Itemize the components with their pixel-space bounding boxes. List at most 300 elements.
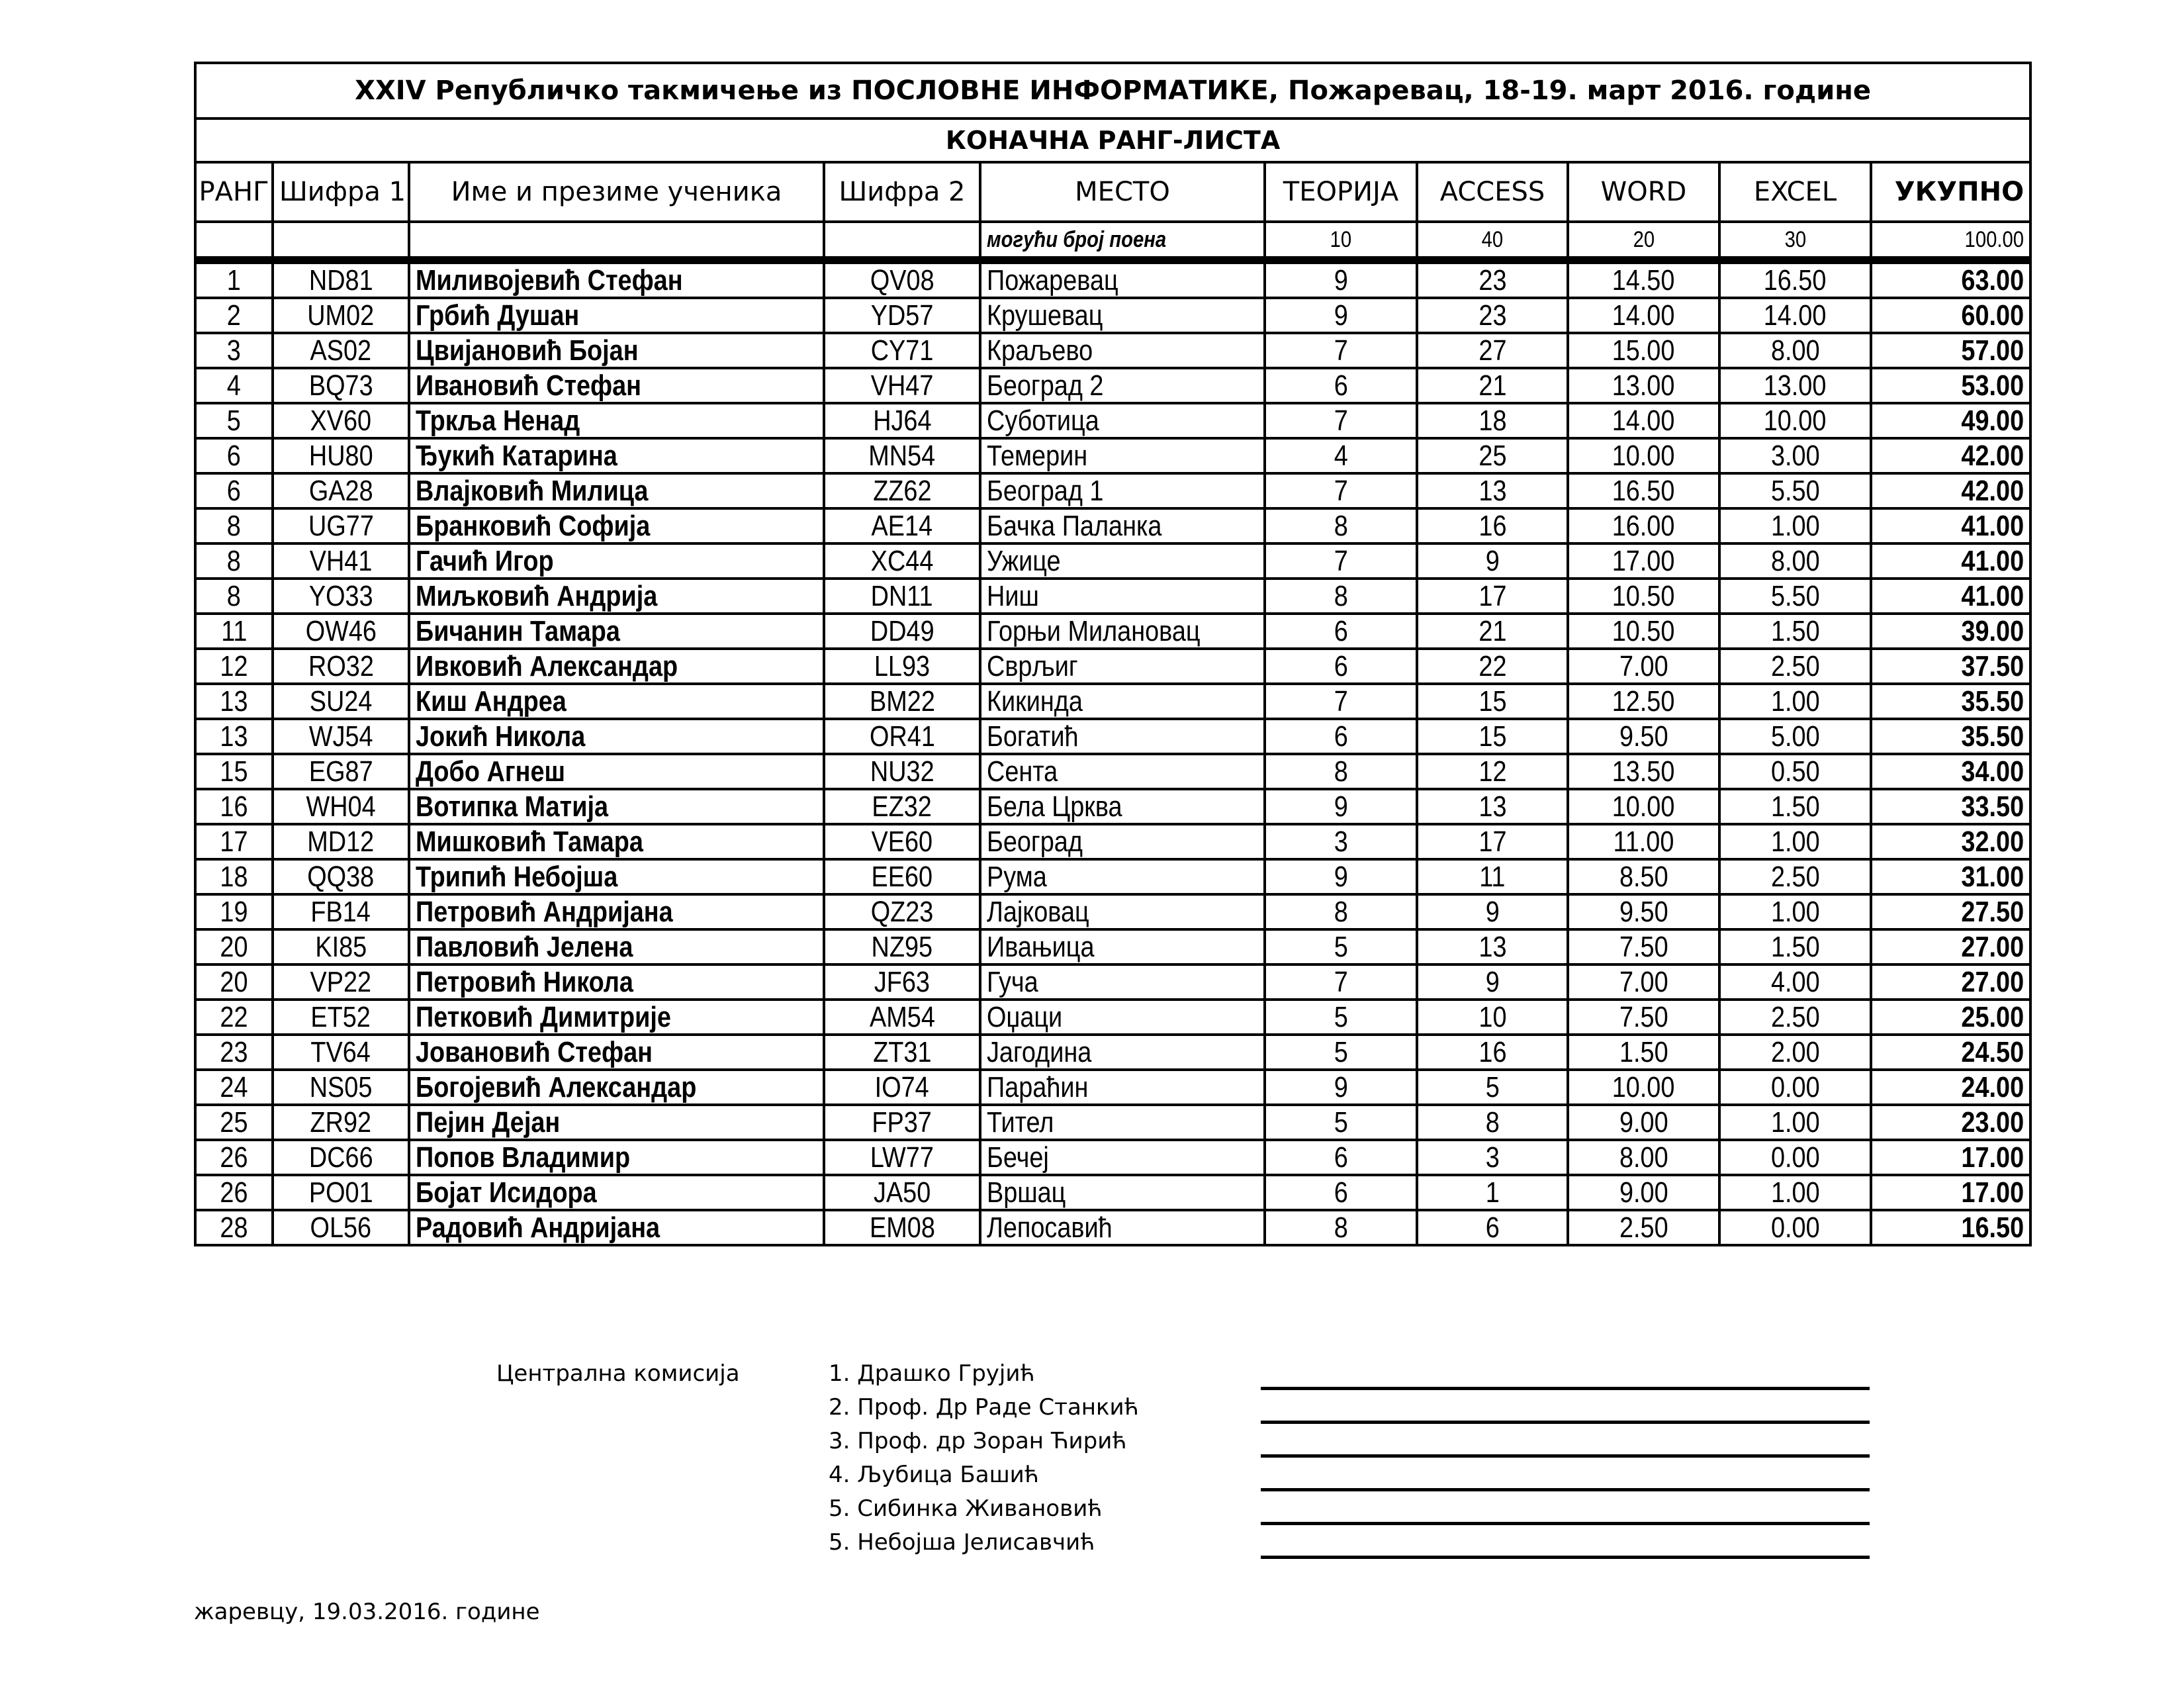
cell-place: Јагодина: [980, 1035, 1265, 1070]
cell-theory: 9: [1265, 1070, 1417, 1105]
cell-code1: QQ38: [273, 859, 409, 894]
cell-name: Попов Владимир: [409, 1140, 824, 1175]
cell-access: 17: [1417, 824, 1568, 859]
cell-name: Јовановић Стефан: [409, 1035, 824, 1070]
table-row: [195, 1000, 2030, 1035]
cell-word: 14.00: [1568, 298, 1719, 333]
committee-member: 5. Сибинка Живановић: [829, 1495, 1103, 1522]
cell-total: 49.00: [1871, 403, 2030, 438]
cell-code2: EZ32: [824, 789, 980, 824]
cell-theory: 5: [1265, 929, 1417, 964]
max-points-row: [195, 222, 2030, 260]
cell-code1: NS05: [273, 1070, 409, 1105]
table-row: [195, 1210, 2030, 1245]
cell-excel: 1.50: [1719, 929, 1871, 964]
cell-access: 8: [1417, 1105, 1568, 1140]
cell-theory: 9: [1265, 298, 1417, 333]
cell-access: 10: [1417, 1000, 1568, 1035]
col-total: УКУПНО: [1871, 162, 2030, 222]
col-place: МЕСТО: [980, 162, 1265, 222]
cell-code2: JF63: [824, 964, 980, 1000]
cell-access: 21: [1417, 614, 1568, 649]
cell-name: Гачић Игор: [409, 543, 824, 579]
committee-label: Централна комисија: [496, 1360, 740, 1387]
col-name: Име и презиме ученика: [409, 162, 824, 222]
cell-word: 11.00: [1568, 824, 1719, 859]
cell-code1: TV64: [273, 1035, 409, 1070]
cell-name: Тркља Ненад: [409, 403, 824, 438]
cell-total: 37.50: [1871, 649, 2030, 684]
cell-code2: FP37: [824, 1105, 980, 1140]
cell-place: Сента: [980, 754, 1265, 789]
table-row: [195, 719, 2030, 754]
cell-access: 23: [1417, 298, 1568, 333]
cell-place: Бечеј: [980, 1140, 1265, 1175]
cell-excel: 0.00: [1719, 1070, 1871, 1105]
cell-code1: GA28: [273, 473, 409, 508]
cell-place: Лајковац: [980, 894, 1265, 929]
cell-word: 17.00: [1568, 543, 1719, 579]
table-row: [195, 579, 2030, 614]
cell-name: Трипић Небојша: [409, 859, 824, 894]
col-theory: ТЕОРИЈА: [1265, 162, 1417, 222]
cell-total: 35.50: [1871, 719, 2030, 754]
cell-place: Оџаци: [980, 1000, 1265, 1035]
cell-code2: DD49: [824, 614, 980, 649]
cell-word: 8.00: [1568, 1140, 1719, 1175]
cell-place: Суботица: [980, 403, 1265, 438]
cell-excel: 1.00: [1719, 1175, 1871, 1210]
cell-word: 13.00: [1568, 368, 1719, 403]
cell-total: 53.00: [1871, 368, 2030, 403]
table-row: [195, 1070, 2030, 1105]
cell-theory: 9: [1265, 859, 1417, 894]
cell-theory: 4: [1265, 438, 1417, 473]
cell-name: Ивковић Александар: [409, 649, 824, 684]
ranking-sheet: [194, 62, 2029, 1246]
cell-code1: SU24: [273, 684, 409, 719]
cell-name: Павловић Јелена: [409, 929, 824, 964]
cell-rank: 2: [195, 298, 273, 333]
cell-total: 63.00: [1871, 260, 2030, 298]
cell-name: Петровић Андријана: [409, 894, 824, 929]
cell-access: 25: [1417, 438, 1568, 473]
table-row: [195, 649, 2030, 684]
cell-excel: 14.00: [1719, 298, 1871, 333]
cell-name: Пејин Дејан: [409, 1105, 824, 1140]
cell-total: 34.00: [1871, 754, 2030, 789]
cell-excel: 1.50: [1719, 614, 1871, 649]
cell-theory: 6: [1265, 1140, 1417, 1175]
cell-excel: 2.50: [1719, 649, 1871, 684]
table-row: [195, 754, 2030, 789]
cell-code1: ZR92: [273, 1105, 409, 1140]
col-code2: Шифра 2: [824, 162, 980, 222]
cell-rank: 8: [195, 579, 273, 614]
cell-code2: HJ64: [824, 403, 980, 438]
cell-place: Кикинда: [980, 684, 1265, 719]
cell-total: 42.00: [1871, 473, 2030, 508]
cell-code1: EG87: [273, 754, 409, 789]
cell-code1: PO01: [273, 1175, 409, 1210]
cell-excel: 0.00: [1719, 1210, 1871, 1245]
cell-code1: WJ54: [273, 719, 409, 754]
cell-rank: 5: [195, 403, 273, 438]
cell-place: Бела Црква: [980, 789, 1265, 824]
cell-code1: ND81: [273, 260, 409, 298]
cell-rank: 3: [195, 333, 273, 368]
cell-code2: DN11: [824, 579, 980, 614]
cell-name: Киш Андреа: [409, 684, 824, 719]
cell-place: Лепосавић: [980, 1210, 1265, 1245]
cell-word: 12.50: [1568, 684, 1719, 719]
cell-theory: 5: [1265, 1000, 1417, 1035]
cell-access: 16: [1417, 1035, 1568, 1070]
cell-access: 13: [1417, 473, 1568, 508]
cell-total: 57.00: [1871, 333, 2030, 368]
cell-total: 39.00: [1871, 614, 2030, 649]
cell-word: 14.50: [1568, 260, 1719, 298]
cell-total: 17.00: [1871, 1140, 2030, 1175]
cell-access: 22: [1417, 649, 1568, 684]
table-row: [195, 298, 2030, 333]
cell-word: 10.00: [1568, 1070, 1719, 1105]
cell-code2: AM54: [824, 1000, 980, 1035]
table-row: [195, 824, 2030, 859]
cell-rank: 13: [195, 684, 273, 719]
cell-access: 16: [1417, 508, 1568, 543]
cell-theory: 8: [1265, 894, 1417, 929]
cell-theory: 8: [1265, 1210, 1417, 1245]
cell-total: 24.50: [1871, 1035, 2030, 1070]
cell-excel: 1.00: [1719, 824, 1871, 859]
cell-rank: 28: [195, 1210, 273, 1245]
cell-word: 15.00: [1568, 333, 1719, 368]
cell-rank: 26: [195, 1175, 273, 1210]
cell-theory: 7: [1265, 964, 1417, 1000]
cell-excel: 10.00: [1719, 403, 1871, 438]
cell-name: Мишковић Тамара: [409, 824, 824, 859]
cell-place: Рума: [980, 859, 1265, 894]
cell-rank: 4: [195, 368, 273, 403]
col-word: WORD: [1568, 162, 1719, 222]
cell-code2: MN54: [824, 438, 980, 473]
table-row: [195, 894, 2030, 929]
cell-theory: 7: [1265, 333, 1417, 368]
cell-theory: 9: [1265, 789, 1417, 824]
cell-excel: 1.00: [1719, 684, 1871, 719]
cell-code2: VH47: [824, 368, 980, 403]
signature-lines: [1261, 1387, 1870, 1589]
cell-code2: BM22: [824, 684, 980, 719]
cell-code1: UM02: [273, 298, 409, 333]
cell-place: Београд 2: [980, 368, 1265, 403]
cell-access: 23: [1417, 260, 1568, 298]
cell-code1: MD12: [273, 824, 409, 859]
cell-access: 17: [1417, 579, 1568, 614]
cell-access: 3: [1417, 1140, 1568, 1175]
cell-rank: 15: [195, 754, 273, 789]
cell-place: Београд: [980, 824, 1265, 859]
cell-code2: EE60: [824, 859, 980, 894]
cell-word: 16.00: [1568, 508, 1719, 543]
cell-code2: ZT31: [824, 1035, 980, 1070]
cell-total: 33.50: [1871, 789, 2030, 824]
cell-theory: 6: [1265, 614, 1417, 649]
cell-rank: 17: [195, 824, 273, 859]
signature-line: [1261, 1421, 1870, 1424]
cell-name: Бранковић Софија: [409, 508, 824, 543]
cell-place: Горњи Милановац: [980, 614, 1265, 649]
signature-line: [1261, 1522, 1870, 1525]
empty-cell: [195, 222, 273, 260]
cell-code2: IO74: [824, 1070, 980, 1105]
cell-theory: 5: [1265, 1105, 1417, 1140]
cell-total: 23.00: [1871, 1105, 2030, 1140]
cell-total: 41.00: [1871, 508, 2030, 543]
cell-access: 13: [1417, 929, 1568, 964]
cell-word: 14.00: [1568, 403, 1719, 438]
signature-line: [1261, 1454, 1870, 1458]
cell-word: 9.50: [1568, 894, 1719, 929]
signature-line: [1261, 1488, 1870, 1491]
cell-access: 6: [1417, 1210, 1568, 1245]
cell-excel: 8.00: [1719, 543, 1871, 579]
cell-code2: VE60: [824, 824, 980, 859]
table-row: [195, 543, 2030, 579]
cell-word: 10.00: [1568, 789, 1719, 824]
signature-line: [1261, 1556, 1870, 1559]
cell-excel: 16.50: [1719, 260, 1871, 298]
table-row: [195, 260, 2030, 298]
cell-total: 27.00: [1871, 964, 2030, 1000]
cell-theory: 7: [1265, 403, 1417, 438]
cell-total: 25.00: [1871, 1000, 2030, 1035]
cell-access: 5: [1417, 1070, 1568, 1105]
cell-code1: UG77: [273, 508, 409, 543]
cell-theory: 5: [1265, 1035, 1417, 1070]
cell-rank: 6: [195, 438, 273, 473]
table-row: [195, 614, 2030, 649]
col-code1: Шифра 1: [273, 162, 409, 222]
cell-theory: 6: [1265, 719, 1417, 754]
cell-word: 9.00: [1568, 1105, 1719, 1140]
table-row: [195, 473, 2030, 508]
table-row: [195, 1140, 2030, 1175]
cell-place: Темерин: [980, 438, 1265, 473]
cell-access: 1: [1417, 1175, 1568, 1210]
cell-place: Вршац: [980, 1175, 1265, 1210]
col-access: ACCESS: [1417, 162, 1568, 222]
cell-excel: 2.50: [1719, 1000, 1871, 1035]
cell-rank: 12: [195, 649, 273, 684]
cell-excel: 0.50: [1719, 754, 1871, 789]
max-points-label: могући број поена: [980, 222, 1265, 260]
max-word: 20: [1568, 222, 1719, 260]
cell-code1: DC66: [273, 1140, 409, 1175]
col-excel: EXCEL: [1719, 162, 1871, 222]
cell-access: 18: [1417, 403, 1568, 438]
cell-code2: AE14: [824, 508, 980, 543]
cell-access: 9: [1417, 964, 1568, 1000]
cell-total: 42.00: [1871, 438, 2030, 473]
cell-excel: 3.00: [1719, 438, 1871, 473]
cell-theory: 8: [1265, 508, 1417, 543]
table-row: [195, 1175, 2030, 1210]
max-total: 100.00: [1871, 222, 2030, 260]
cell-rank: 18: [195, 859, 273, 894]
cell-excel: 1.00: [1719, 508, 1871, 543]
cell-word: 7.00: [1568, 649, 1719, 684]
cell-theory: 7: [1265, 684, 1417, 719]
cell-excel: 1.00: [1719, 894, 1871, 929]
max-access: 40: [1417, 222, 1568, 260]
cell-place: Параћин: [980, 1070, 1265, 1105]
cell-rank: 20: [195, 929, 273, 964]
cell-rank: 20: [195, 964, 273, 1000]
table-row: [195, 789, 2030, 824]
cell-access: 9: [1417, 543, 1568, 579]
cell-theory: 7: [1265, 543, 1417, 579]
cell-code2: NU32: [824, 754, 980, 789]
cell-code1: ET52: [273, 1000, 409, 1035]
table-row: [195, 403, 2030, 438]
cell-total: 35.50: [1871, 684, 2030, 719]
cell-code2: QZ23: [824, 894, 980, 929]
cell-place: Београд 1: [980, 473, 1265, 508]
cell-rank: 8: [195, 508, 273, 543]
cell-access: 27: [1417, 333, 1568, 368]
cell-excel: 8.00: [1719, 333, 1871, 368]
table-row: [195, 508, 2030, 543]
cell-rank: 19: [195, 894, 273, 929]
cell-excel: 0.00: [1719, 1140, 1871, 1175]
cell-access: 11: [1417, 859, 1568, 894]
cell-name: Цвијановић Бојан: [409, 333, 824, 368]
empty-cell: [409, 222, 824, 260]
cell-code1: OW46: [273, 614, 409, 649]
cell-theory: 6: [1265, 368, 1417, 403]
cell-excel: 5.50: [1719, 579, 1871, 614]
cell-theory: 3: [1265, 824, 1417, 859]
cell-rank: 6: [195, 473, 273, 508]
cell-code2: NZ95: [824, 929, 980, 964]
committee-member: 3. Проф. др Зоран Ћирић: [829, 1428, 1127, 1454]
cell-code2: ZZ62: [824, 473, 980, 508]
cell-word: 10.00: [1568, 438, 1719, 473]
cell-word: 1.50: [1568, 1035, 1719, 1070]
cell-word: 7.50: [1568, 1000, 1719, 1035]
cell-total: 41.00: [1871, 543, 2030, 579]
cell-rank: 23: [195, 1035, 273, 1070]
cell-total: 24.00: [1871, 1070, 2030, 1105]
cell-code1: VP22: [273, 964, 409, 1000]
column-header-row: [195, 162, 2030, 222]
committee-member: 5. Небојша Јелисавчић: [829, 1529, 1095, 1556]
table-row: [195, 964, 2030, 1000]
cell-access: 12: [1417, 754, 1568, 789]
cell-name: Влајковић Милица: [409, 473, 824, 508]
cell-code2: OR41: [824, 719, 980, 754]
cell-code2: LW77: [824, 1140, 980, 1175]
committee-member: 1. Драшко Грујић: [829, 1360, 1035, 1387]
cell-theory: 7: [1265, 473, 1417, 508]
cell-word: 8.50: [1568, 859, 1719, 894]
cell-place: Крушевац: [980, 298, 1265, 333]
cell-theory: 8: [1265, 579, 1417, 614]
cell-name: Петковић Димитрије: [409, 1000, 824, 1035]
signature-line: [1261, 1387, 1870, 1390]
cell-access: 15: [1417, 684, 1568, 719]
cell-rank: 26: [195, 1140, 273, 1175]
cell-word: 13.50: [1568, 754, 1719, 789]
table-row: [195, 438, 2030, 473]
max-excel: 30: [1719, 222, 1871, 260]
max-theory: 10: [1265, 222, 1417, 260]
cell-total: 60.00: [1871, 298, 2030, 333]
cell-name: Добо Агнеш: [409, 754, 824, 789]
cell-code2: EM08: [824, 1210, 980, 1245]
cell-theory: 6: [1265, 649, 1417, 684]
cell-code1: VH41: [273, 543, 409, 579]
cell-name: Јокић Никола: [409, 719, 824, 754]
cell-place: Краљево: [980, 333, 1265, 368]
cell-excel: 1.50: [1719, 789, 1871, 824]
cell-code1: OL56: [273, 1210, 409, 1245]
place-date: жаревцу, 19.03.2016. године: [194, 1599, 540, 1625]
cell-excel: 5.00: [1719, 719, 1871, 754]
cell-place: Бачка Паланка: [980, 508, 1265, 543]
cell-total: 16.50: [1871, 1210, 2030, 1245]
document-title: XXIV Републичко такмичење из ПОСЛОВНЕ ИНФОРМАТИКЕ, Пожаревац, 18-19. март 2016. године: [195, 63, 2030, 118]
cell-excel: 13.00: [1719, 368, 1871, 403]
cell-total: 41.00: [1871, 579, 2030, 614]
committee-member: 4. Љубица Башић: [829, 1462, 1039, 1488]
cell-access: 15: [1417, 719, 1568, 754]
cell-place: Богатић: [980, 719, 1265, 754]
cell-word: 2.50: [1568, 1210, 1719, 1245]
cell-code1: XV60: [273, 403, 409, 438]
empty-cell: [824, 222, 980, 260]
cell-place: Пожаревац: [980, 260, 1265, 298]
list-subtitle: КОНАЧНА РАНГ-ЛИСТА: [195, 118, 2030, 162]
cell-word: 7.50: [1568, 929, 1719, 964]
cell-rank: 25: [195, 1105, 273, 1140]
cell-access: 9: [1417, 894, 1568, 929]
cell-code1: AS02: [273, 333, 409, 368]
cell-word: 9.50: [1568, 719, 1719, 754]
cell-code2: CY71: [824, 333, 980, 368]
cell-name: Бојат Исидора: [409, 1175, 824, 1210]
cell-total: 27.50: [1871, 894, 2030, 929]
cell-name: Грбић Душан: [409, 298, 824, 333]
cell-total: 31.00: [1871, 859, 2030, 894]
cell-theory: 9: [1265, 260, 1417, 298]
cell-rank: 16: [195, 789, 273, 824]
cell-word: 10.50: [1568, 579, 1719, 614]
cell-name: Петровић Никола: [409, 964, 824, 1000]
cell-rank: 24: [195, 1070, 273, 1105]
cell-place: Ивањица: [980, 929, 1265, 964]
cell-name: Миливојевић Стефан: [409, 260, 824, 298]
table-row: [195, 684, 2030, 719]
cell-code1: BQ73: [273, 368, 409, 403]
table-row: [195, 859, 2030, 894]
table-row: [195, 1035, 2030, 1070]
cell-code2: QV08: [824, 260, 980, 298]
cell-code2: XC44: [824, 543, 980, 579]
cell-excel: 1.00: [1719, 1105, 1871, 1140]
